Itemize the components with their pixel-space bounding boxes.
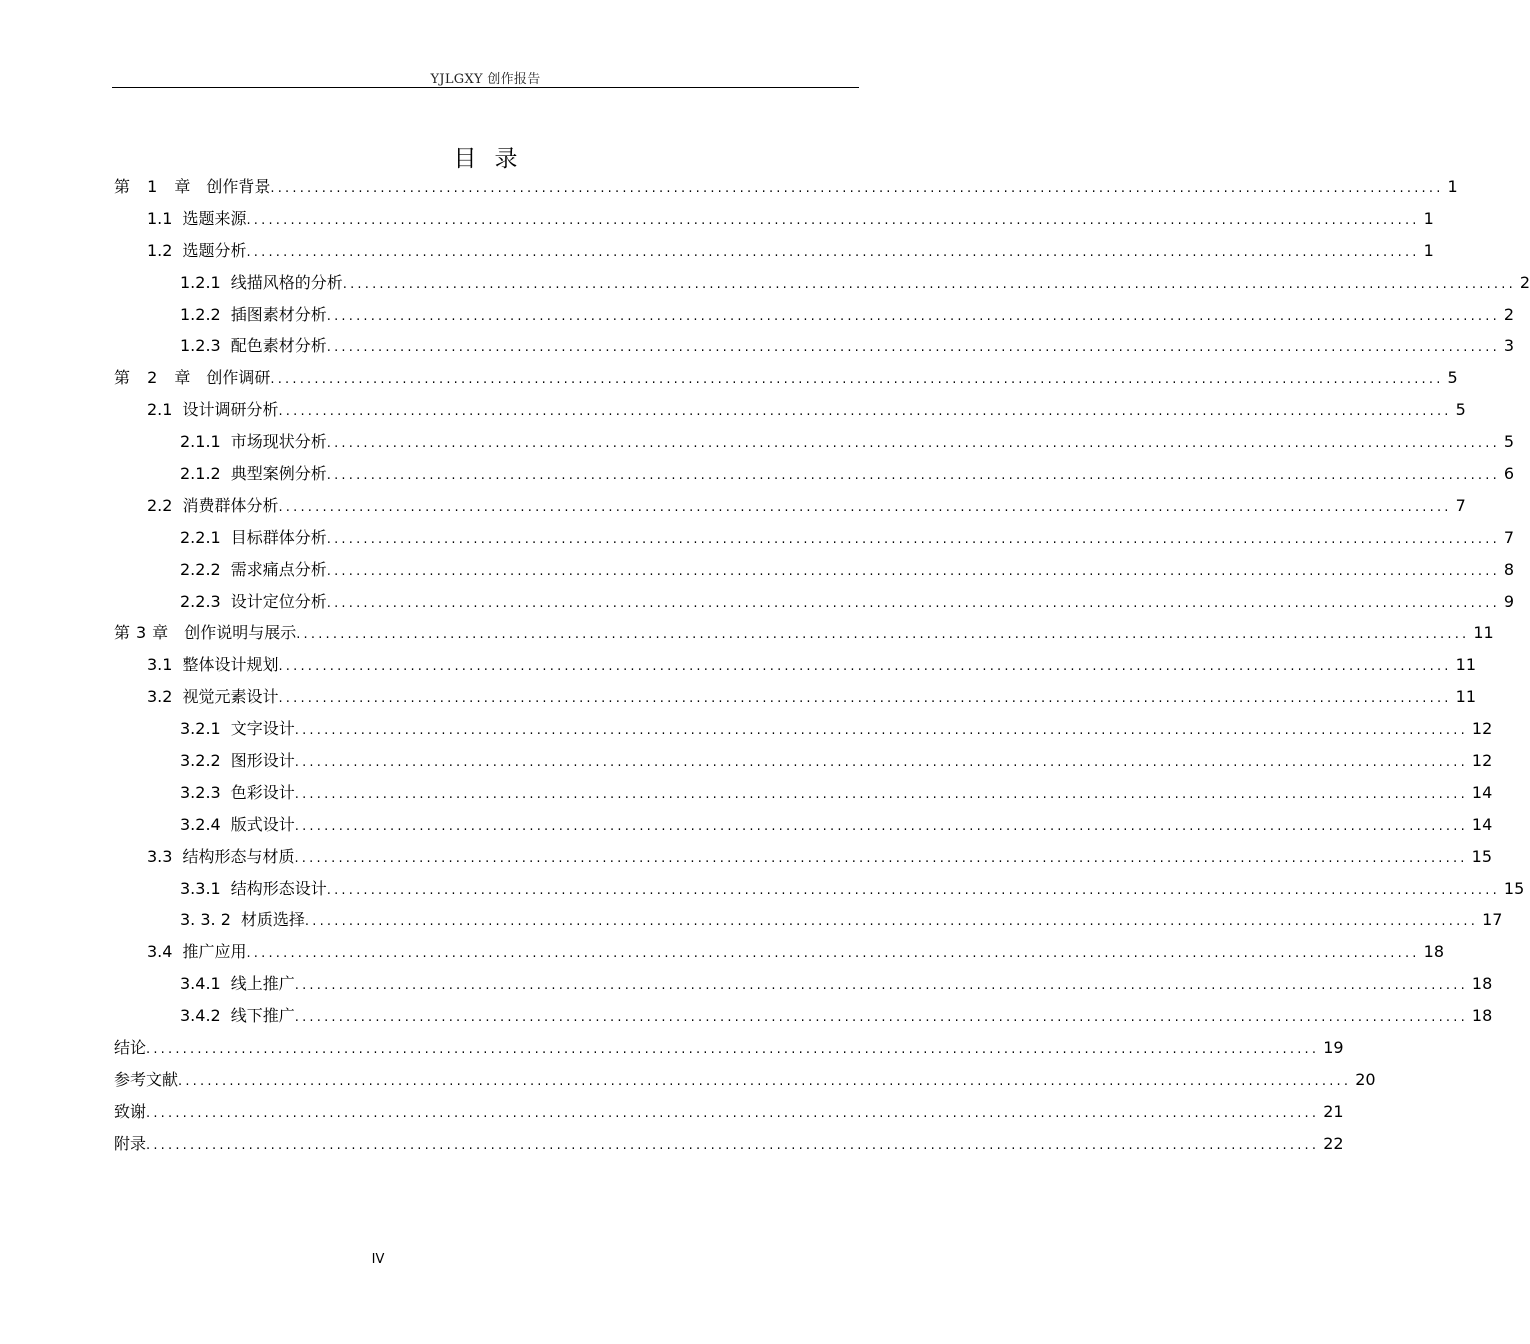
toc-dot-leader: ................................................................................................................................................................ [270,372,1444,388]
toc-entry-number: 1.1 [147,208,173,228]
toc-page-number: 14 [1471,782,1493,802]
toc-entry-label [180,713,295,745]
toc-entry[interactable] [112,362,1458,394]
toc-entry-number: 3.1 [147,655,173,675]
toc-entry-number: 3.2.3 [180,782,221,802]
toc-entry[interactable] [112,426,1515,458]
toc-dot-leader: ................................................................................................................................................................ [278,404,1452,420]
toc-entry-number: 1.2.1 [180,272,221,292]
toc-entry-number: 2.2 [147,495,173,515]
toc-entry-label [114,1128,146,1160]
toc-page-number: 11 [1473,623,1494,643]
toc-entry-label [180,267,343,299]
toc-entry-text: 推广应用 [182,942,247,962]
toc-page-number: 18 [1471,974,1493,994]
toc-dot-leader: ................................................................................................................................................................ [326,468,1500,484]
toc-entry-label [147,936,246,968]
toc-entry[interactable] [112,777,1493,809]
toc-entry[interactable] [112,1096,1344,1128]
toc-entry-label [180,330,327,362]
toc-page-number: 11 [1455,655,1476,675]
toc-page-number: 15 [1503,878,1525,898]
toc-entry-text: 结构形态与材质 [182,846,295,866]
toc-entry-label [180,809,295,841]
toc-title: 目录 [453,146,536,172]
toc-entry[interactable] [112,490,1466,522]
toc-entry-text: 创作说明与展示 [184,623,297,643]
toc-entry-number: 2.1 [147,400,173,420]
toc-entry-text: 设计调研分析 [182,400,279,420]
toc-entry-text: 视觉元素设计 [182,687,279,707]
toc-entry-text: 选题来源 [182,208,247,228]
toc-page-number: 19 [1323,1038,1344,1058]
toc-entry-label [114,617,296,649]
toc-entry-label [180,522,327,554]
toc-entry-number: 3.3 [147,846,173,866]
toc-entry-text: 图形设计 [230,751,295,771]
toc-page-number: 5 [1503,432,1515,452]
toc-entry-number: 2.2.1 [180,527,221,547]
toc-entry-text: 需求痛点分析 [230,559,327,579]
toc-page-number: 5 [1455,400,1466,420]
toc-dot-leader: ................................................................................................................................................................ [326,340,1500,356]
toc-entry-number: 3.2 [147,687,173,707]
toc-entry-text: 参考文献 [114,1069,179,1089]
toc-entry-number: 3.4 [147,942,173,962]
toc-entry-text: 结构形态设计 [230,878,327,898]
toc-page-number: 12 [1471,751,1493,771]
toc-dot-leader: ................................................................................................................................................................ [246,946,1420,962]
table-of-contents [112,171,1530,1160]
toc-entry-label [114,1096,146,1128]
toc-entry[interactable] [112,330,1515,362]
toc-entry-text: 消费群体分析 [182,495,279,515]
toc-entry-number: 3.4.2 [180,1006,221,1026]
toc-entry-label [180,426,327,458]
toc-dot-leader: ................................................................................................................................................................ [294,786,1468,802]
toc-page-number: 20 [1355,1069,1376,1089]
toc-entry-number: 3. 3. 2 [180,910,231,930]
toc-entry-number: 2.2.3 [180,591,221,611]
toc-entry-number: 1.2.2 [180,304,221,324]
toc-entry[interactable] [112,873,1525,905]
toc-entry[interactable] [112,203,1434,235]
toc-entry-label [114,362,270,394]
toc-entry-label [180,968,295,1000]
toc-entry-number: 第 1 章 [114,177,197,196]
toc-entry[interactable] [112,235,1434,267]
toc-entry-label [180,1000,295,1032]
toc-entry-number: 2.2.2 [180,559,221,579]
toc-entry-label [147,203,246,235]
toc-entry[interactable] [112,458,1515,490]
toc-entry-text: 配色素材分析 [230,336,327,356]
toc-dot-leader: ................................................................................................................................................................ [326,595,1500,611]
toc-entry-text: 线上推广 [230,974,295,994]
toc-page-number: 3 [1503,336,1515,356]
running-header: YJLGXY 创作报告 [430,72,541,87]
toc-entry[interactable] [112,1032,1344,1064]
toc-entry-label [114,171,270,203]
toc-dot-leader: ................................................................................................................................................................ [296,627,1470,643]
toc-entry-label [180,586,327,618]
toc-dot-leader: ................................................................................................................................................................ [326,436,1500,452]
toc-page-number: 22 [1323,1133,1344,1153]
toc-dot-leader: ................................................................................................................................................................ [326,308,1500,324]
toc-page-number: 17 [1482,910,1503,930]
toc-entry-text: 设计定位分析 [230,591,327,611]
toc-page-number: 2 [1519,272,1530,292]
toc-entry[interactable] [112,649,1476,681]
toc-dot-leader: ................................................................................................................................................................ [294,978,1468,994]
toc-entry-number: 2.1.1 [180,432,221,452]
toc-entry-text: 致谢 [114,1101,147,1121]
toc-dot-leader: ................................................................................................................................................................ [294,723,1468,739]
toc-page-number: 15 [1471,846,1492,866]
toc-dot-leader: ................................................................................................................................................................ [146,1042,1320,1058]
toc-dot-leader: ................................................................................................................................................................ [304,914,1479,930]
toc-page-number: 18 [1423,942,1444,962]
toc-entry-number: 3.4.1 [180,974,221,994]
toc-entry-text: 创作调研 [206,368,271,388]
toc-entry[interactable] [112,936,1444,968]
toc-page-number: 12 [1471,719,1493,739]
toc-page-number: 11 [1455,687,1476,707]
toc-entry-label [147,649,278,681]
toc-dot-leader: ................................................................................................................................................................ [342,276,1516,292]
toc-entry-text: 目标群体分析 [230,527,327,547]
toc-entry-text: 附录 [114,1133,147,1153]
toc-entry-number: 1.2 [147,240,173,260]
toc-dot-leader: ................................................................................................................................................................ [278,659,1452,675]
toc-page-number: 2 [1503,304,1515,324]
toc-dot-leader: ................................................................................................................................................................ [146,1105,1320,1121]
toc-entry-label [180,904,305,936]
toc-dot-leader: ................................................................................................................................................................ [178,1073,1352,1089]
toc-entry-text: 版式设计 [230,814,295,834]
toc-entry[interactable] [112,968,1493,1000]
toc-dot-leader: ................................................................................................................................................................ [326,563,1500,579]
toc-entry-label [180,299,327,331]
toc-entry[interactable] [112,394,1466,426]
page-number: IV [371,1252,385,1267]
toc-entry-label [147,235,246,267]
toc-entry-label [114,1064,178,1096]
toc-entry-label [147,681,278,713]
toc-entry-label [180,554,327,586]
toc-page-number: 1 [1423,240,1434,260]
toc-dot-leader: ................................................................................................................................................................ [326,531,1500,547]
header-divider [112,87,859,88]
toc-entry-label [114,1032,146,1064]
toc-entry[interactable] [112,299,1515,331]
toc-entry-text: 典型案例分析 [230,464,327,484]
toc-entry-text: 结论 [114,1038,147,1058]
toc-entry-label [180,777,295,809]
toc-entry-text: 插图素材分析 [230,304,327,324]
toc-dot-leader: ................................................................................................................................................................ [326,882,1500,898]
toc-dot-leader: ................................................................................................................................................................ [294,1010,1468,1026]
toc-entry-label [147,490,278,522]
toc-entry-label [180,745,295,777]
toc-page-number: 6 [1503,464,1515,484]
toc-dot-leader: ................................................................................................................................................................ [294,850,1468,866]
toc-entry-number: 第3章 [114,623,175,643]
toc-entry-number: 3.2.1 [180,719,221,739]
toc-entry-number: 3.2.2 [180,751,221,771]
toc-entry[interactable] [112,554,1515,586]
toc-page-number: 5 [1447,368,1458,388]
toc-page-number: 8 [1503,559,1515,579]
toc-entry-label [147,394,278,426]
toc-entry[interactable] [112,1000,1493,1032]
toc-page-number: 7 [1455,495,1466,515]
toc-entry-number: 3.3.1 [180,878,221,898]
toc-entry[interactable] [112,809,1493,841]
toc-entry-label [180,873,327,905]
toc-entry[interactable] [112,841,1492,873]
toc-entry-text: 色彩设计 [230,782,295,802]
toc-entry-text: 整体设计规划 [182,655,279,675]
toc-page-number: 9 [1503,591,1515,611]
toc-page-number: 14 [1471,814,1493,834]
toc-entry-text: 市场现状分析 [230,432,327,452]
toc-page-number: 18 [1471,1006,1493,1026]
toc-entry[interactable] [112,713,1493,745]
toc-dot-leader: ................................................................................................................................................................ [294,755,1468,771]
toc-entry-label [180,458,327,490]
toc-entry[interactable] [112,586,1515,618]
toc-entry-text: 材质选择 [240,910,305,930]
toc-entry-number: 3.2.4 [180,814,221,834]
toc-entry[interactable] [112,681,1476,713]
toc-dot-leader: ................................................................................................................................................................ [278,691,1452,707]
toc-dot-leader: ................................................................................................................................................................ [270,181,1444,196]
toc-dot-leader: ................................................................................................................................................................ [246,212,1420,228]
toc-entry[interactable] [112,171,1458,203]
toc-entry[interactable] [112,1064,1376,1096]
toc-page-number: 21 [1323,1101,1344,1121]
toc-dot-leader: ................................................................................................................................................................ [246,244,1420,260]
toc-entry[interactable] [112,745,1493,777]
toc-dot-leader: ................................................................................................................................................................ [278,499,1452,515]
toc-dot-leader: ................................................................................................................................................................ [294,818,1468,834]
toc-entry-number: 2.1.2 [180,464,221,484]
toc-entry[interactable] [112,522,1515,554]
toc-page-number: 7 [1503,527,1515,547]
toc-entry-text: 创作背景 [206,177,271,196]
toc-entry-number: 1.2.3 [180,336,221,356]
toc-entry[interactable] [112,617,1494,649]
toc-page-number: 1 [1423,208,1434,228]
toc-entry-label [147,841,294,873]
toc-dot-leader: ................................................................................................................................................................ [146,1137,1320,1153]
toc-page-number: 1 [1447,177,1458,196]
toc-entry-text: 线描风格的分析 [230,272,343,292]
toc-entry[interactable] [112,904,1503,936]
toc-entry[interactable] [112,1128,1344,1160]
toc-entry[interactable] [112,267,1530,299]
toc-entry-number: 第 2 章 [114,368,197,388]
toc-entry-text: 文字设计 [230,719,295,739]
toc-entry-text: 线下推广 [230,1006,295,1026]
toc-entry-text: 选题分析 [182,240,247,260]
